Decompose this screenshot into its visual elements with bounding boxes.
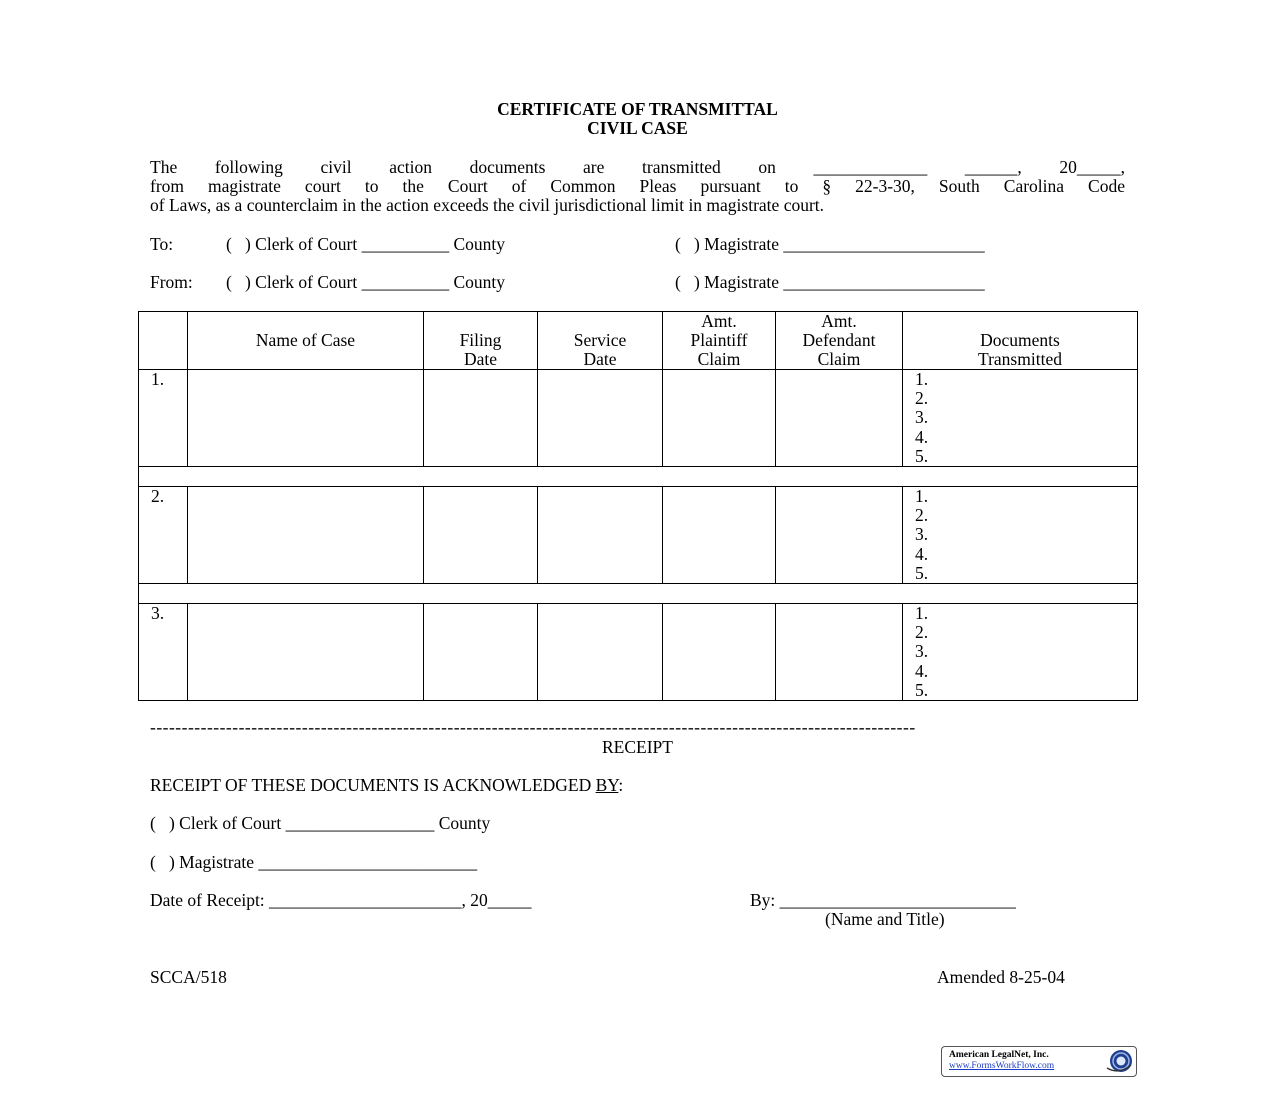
form-title: CERTIFICATE OF TRANSMITTAL <box>497 99 778 119</box>
row-number: 3. <box>139 604 188 701</box>
receipt-title: RECEIPT <box>602 737 673 757</box>
amended-date: Amended 8-25-04 <box>937 967 1065 987</box>
filing-date-cell[interactable] <box>424 604 538 701</box>
doc-item: 1. <box>915 603 929 624</box>
doc-item: 1. <box>915 369 929 389</box>
from-magistrate-option[interactable]: ( ) Magistrate _______________________ <box>675 272 985 292</box>
receipt-clerk-option[interactable]: ( ) Clerk of Court _________________ County <box>150 813 491 833</box>
doc-item: 3. <box>915 407 929 428</box>
filing-date-cell[interactable] <box>424 487 538 584</box>
plaintiff-claim-cell[interactable] <box>663 487 776 584</box>
doc-item: 2. <box>915 505 929 526</box>
name-of-case-cell[interactable] <box>188 604 424 701</box>
doc-item: 4. <box>915 660 929 681</box>
doc-item: 3. <box>915 524 929 545</box>
header-plaintiff-claim: Amt. Plaintiff Claim <box>663 312 776 370</box>
doc-item: 1. <box>915 486 929 507</box>
service-date-cell[interactable] <box>538 487 663 584</box>
row-number: 1. <box>139 370 188 467</box>
from-label: From: <box>150 272 193 292</box>
logo-company-name: American LegalNet, Inc. <box>949 1050 1049 1060</box>
table-row <box>139 487 1138 584</box>
name-of-case-cell[interactable] <box>188 370 424 467</box>
header-name-of-case: Name of Case <box>188 312 424 370</box>
receipt-magistrate-option[interactable]: ( ) Magistrate _________________________ <box>150 852 478 872</box>
date-of-receipt-field[interactable]: Date of Receipt: ______________________, 20_____ <box>150 890 532 910</box>
defendant-claim-cell[interactable] <box>776 604 903 701</box>
doc-item: 2. <box>915 388 929 409</box>
intro-line-3: of Laws, as a counterclaim in the action exceeds the civil jurisdictional limit in magistrate court. <box>150 195 825 215</box>
intro-paragraph <box>150 158 1125 215</box>
cases-table <box>138 311 1138 701</box>
american-legalnet-logo[interactable] <box>941 1046 1137 1077</box>
to-clerk-option[interactable]: ( ) Clerk of Court __________ County <box>226 234 506 254</box>
table-row <box>139 604 1138 701</box>
row-separator <box>139 584 1138 604</box>
documents-cell[interactable] <box>903 370 1138 467</box>
receipt-acknowledgement: RECEIPT OF THESE DOCUMENTS IS ACKNOWLEDGED BY: <box>150 775 624 795</box>
intro-line-1: The following civil action documents are transmitted on _____________ ______, 20_____, <box>150 157 1125 177</box>
doc-item: 5. <box>915 679 929 700</box>
table-header-row <box>139 312 1138 370</box>
to-label: To: <box>150 234 174 254</box>
to-magistrate-option[interactable]: ( ) Magistrate _______________________ <box>675 234 985 254</box>
doc-item: 2. <box>915 622 929 643</box>
doc-item: 4. <box>915 426 929 447</box>
header-service-date: Service Date <box>538 312 663 370</box>
table-row <box>139 370 1138 467</box>
documents-cell[interactable] <box>903 487 1138 584</box>
header-documents-transmitted: Documents Transmitted <box>903 312 1138 370</box>
doc-item: 3. <box>915 641 929 662</box>
filing-date-cell[interactable] <box>424 370 538 467</box>
defendant-claim-cell[interactable] <box>776 370 903 467</box>
plaintiff-claim-cell[interactable] <box>663 604 776 701</box>
service-date-cell[interactable] <box>538 604 663 701</box>
doc-item: 4. <box>915 543 929 564</box>
receipt-divider: ------------------------------------------------------------------------------------------------------------------------- <box>150 718 916 737</box>
service-date-cell[interactable] <box>538 370 663 467</box>
doc-item: 5. <box>915 445 929 466</box>
doc-item: 5. <box>915 562 929 583</box>
separator-cell <box>139 584 1138 604</box>
header-filing-date: Filing Date <box>424 312 538 370</box>
header-defendant-claim: Amt. Defendant Claim <box>776 312 903 370</box>
form-id: SCCA/518 <box>150 967 227 987</box>
defendant-claim-cell[interactable] <box>776 487 903 584</box>
row-separator <box>139 467 1138 487</box>
header-number-cell <box>139 312 188 370</box>
received-by-field[interactable]: By: ___________________________ <box>750 890 1016 910</box>
separator-cell <box>139 467 1138 487</box>
intro-line-2: from magistrate court to the Court of Common Pleas pursuant to § 22-3-30, South Carolina Code <box>150 176 1125 196</box>
globe-icon <box>1104 1048 1134 1075</box>
name-and-title-caption: (Name and Title) <box>825 909 945 929</box>
documents-cell[interactable] <box>903 604 1138 701</box>
logo-url-link[interactable]: www.FormsWorkFlow.com <box>949 1061 1055 1071</box>
row-number: 2. <box>139 487 188 584</box>
plaintiff-claim-cell[interactable] <box>663 370 776 467</box>
from-clerk-option[interactable]: ( ) Clerk of Court __________ County <box>226 272 506 292</box>
name-of-case-cell[interactable] <box>188 487 424 584</box>
form-subtitle: CIVIL CASE <box>587 118 688 138</box>
